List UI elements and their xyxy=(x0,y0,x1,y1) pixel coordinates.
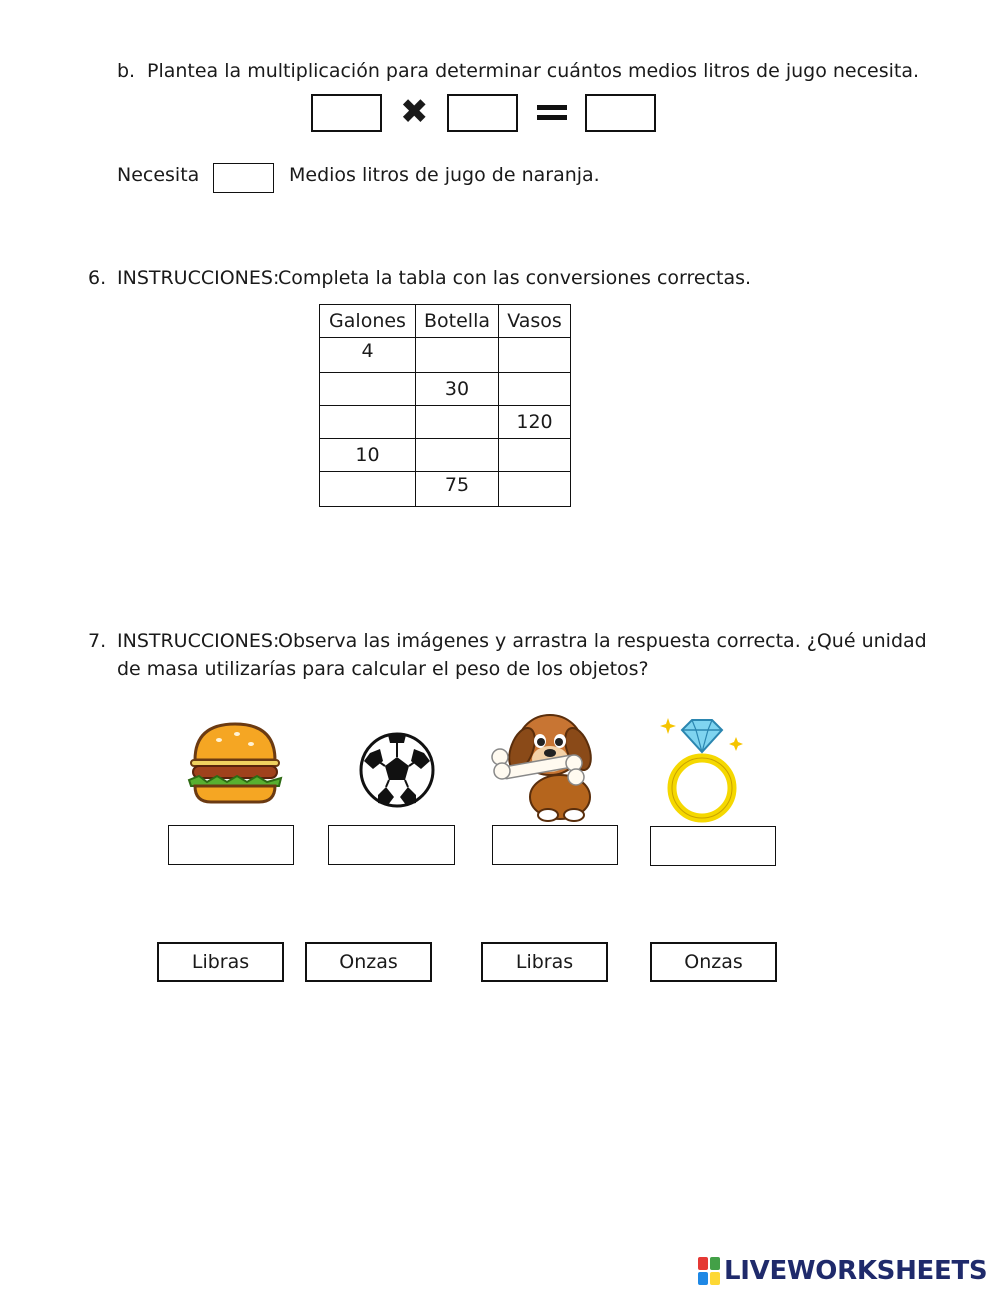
equals-icon xyxy=(537,105,567,121)
table-input-cell[interactable] xyxy=(320,406,416,439)
question-b-text: Plantea la multiplicación para determinar cuántos medios litros de jugo necesita. xyxy=(147,60,920,82)
table-row xyxy=(320,406,571,439)
table-cell: 10 xyxy=(320,439,416,472)
header-vasos: Vasos xyxy=(499,305,571,338)
factor-1-input[interactable] xyxy=(311,94,382,132)
liveworksheets-logo xyxy=(698,1256,987,1286)
hamburger-icon xyxy=(185,718,285,806)
table-cell: 4 xyxy=(320,338,416,373)
table-input-cell[interactable] xyxy=(499,373,571,406)
table-input-cell[interactable] xyxy=(320,472,416,507)
drop-target-ring[interactable] xyxy=(650,826,776,866)
soccer-ball-icon xyxy=(358,731,436,809)
question-7-label: INSTRUCCIONES: xyxy=(117,630,280,652)
table-input-cell[interactable] xyxy=(416,338,499,373)
table-input-cell[interactable] xyxy=(320,373,416,406)
puppy-with-bone-icon xyxy=(490,705,605,823)
question-b-marker: b. xyxy=(117,60,136,82)
table-row xyxy=(320,373,571,406)
drop-target-soccer-ball[interactable] xyxy=(328,825,455,865)
table-input-cell[interactable] xyxy=(499,338,571,373)
table-row xyxy=(320,338,571,373)
multiply-icon: ✖ xyxy=(400,92,429,132)
necesita-label: Necesita xyxy=(117,164,200,186)
question-6-text: Completa la tabla con las conversiones correctas. xyxy=(278,267,752,289)
product-input[interactable] xyxy=(585,94,656,132)
drop-target-hamburger[interactable] xyxy=(168,825,294,865)
table-input-cell[interactable] xyxy=(499,472,571,507)
table-row xyxy=(320,439,571,472)
table-cell: 30 xyxy=(416,373,499,406)
table-cell: 75 xyxy=(416,472,499,507)
necesita-suffix: Medios litros de jugo de naranja. xyxy=(289,164,600,186)
table-input-cell[interactable] xyxy=(416,406,499,439)
header-galones: Galones xyxy=(320,305,416,338)
table-input-cell[interactable] xyxy=(499,439,571,472)
factor-2-input[interactable] xyxy=(447,94,518,132)
question-6-label: INSTRUCCIONES: xyxy=(117,267,280,289)
question-7-text-line1: Observa las imágenes y arrastra la respuesta correcta. ¿Qué unidad xyxy=(278,630,927,652)
question-7-text-line2: de masa utilizarías para calcular el peso de los objetos? xyxy=(117,658,649,680)
logo-text: LIVEWORKSHEETS xyxy=(724,1256,988,1286)
drag-option-libras[interactable]: Libras xyxy=(481,942,608,982)
drag-option-onzas[interactable]: Onzas xyxy=(650,942,777,982)
drop-target-puppy[interactable] xyxy=(492,825,618,865)
drag-option-libras[interactable]: Libras xyxy=(157,942,284,982)
question-6-number: 6. xyxy=(88,267,107,289)
drag-option-onzas[interactable]: Onzas xyxy=(305,942,432,982)
conversion-table xyxy=(319,304,571,507)
diamond-ring-icon xyxy=(660,716,744,826)
header-botella: Botella xyxy=(416,305,499,338)
table-row xyxy=(320,472,571,507)
logo-mark-icon xyxy=(698,1257,720,1285)
table-cell: 120 xyxy=(499,406,571,439)
table-input-cell[interactable] xyxy=(416,439,499,472)
question-7-number: 7. xyxy=(88,630,107,652)
half-liters-answer-input[interactable] xyxy=(213,163,274,193)
table-header-row xyxy=(320,305,571,338)
